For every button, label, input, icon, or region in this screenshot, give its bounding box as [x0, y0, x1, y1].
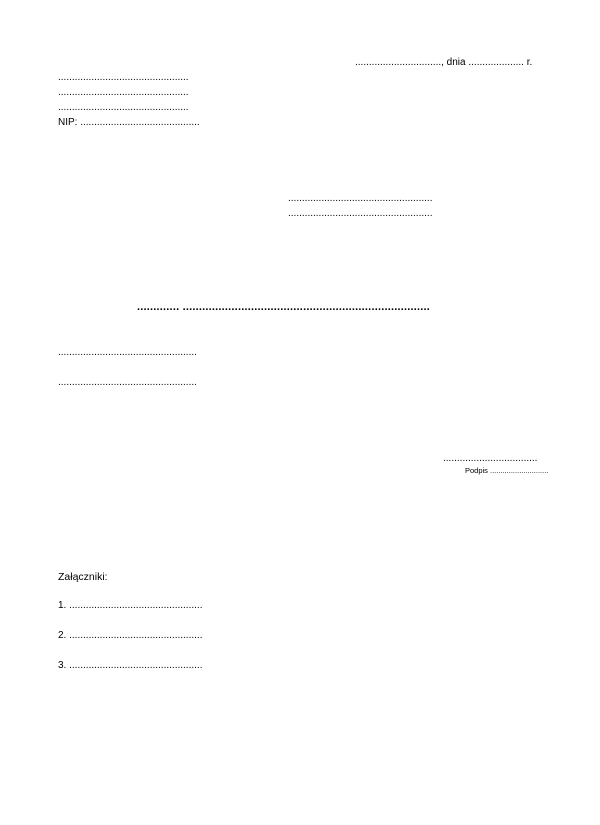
attachment-item: 2. ................................................ — [58, 630, 203, 641]
sender-line: ............................................... — [58, 72, 189, 83]
recipient-line: .................................................... — [288, 193, 433, 204]
sender-line: ............................................... — [58, 102, 189, 113]
attachment-item: 1. ................................................ — [58, 600, 203, 611]
document-title: ............. ............................................................................ — [137, 301, 431, 313]
attachments-heading: Załączniki: — [58, 571, 108, 583]
signature-dots: .................................. — [443, 453, 538, 464]
signature-label: Podpis ............................ — [465, 466, 549, 475]
recipient-line: .................................................... — [288, 208, 433, 219]
attachment-item: 3. ................................................ — [58, 660, 203, 671]
body-line: .................................................. — [58, 377, 197, 388]
body-line: .................................................. — [58, 347, 197, 358]
sender-nip-line: NIP: ........................................... — [58, 117, 200, 128]
place-date-line: ..............................., dnia .................... r. — [355, 57, 533, 68]
sender-line: ............................................... — [58, 87, 189, 98]
